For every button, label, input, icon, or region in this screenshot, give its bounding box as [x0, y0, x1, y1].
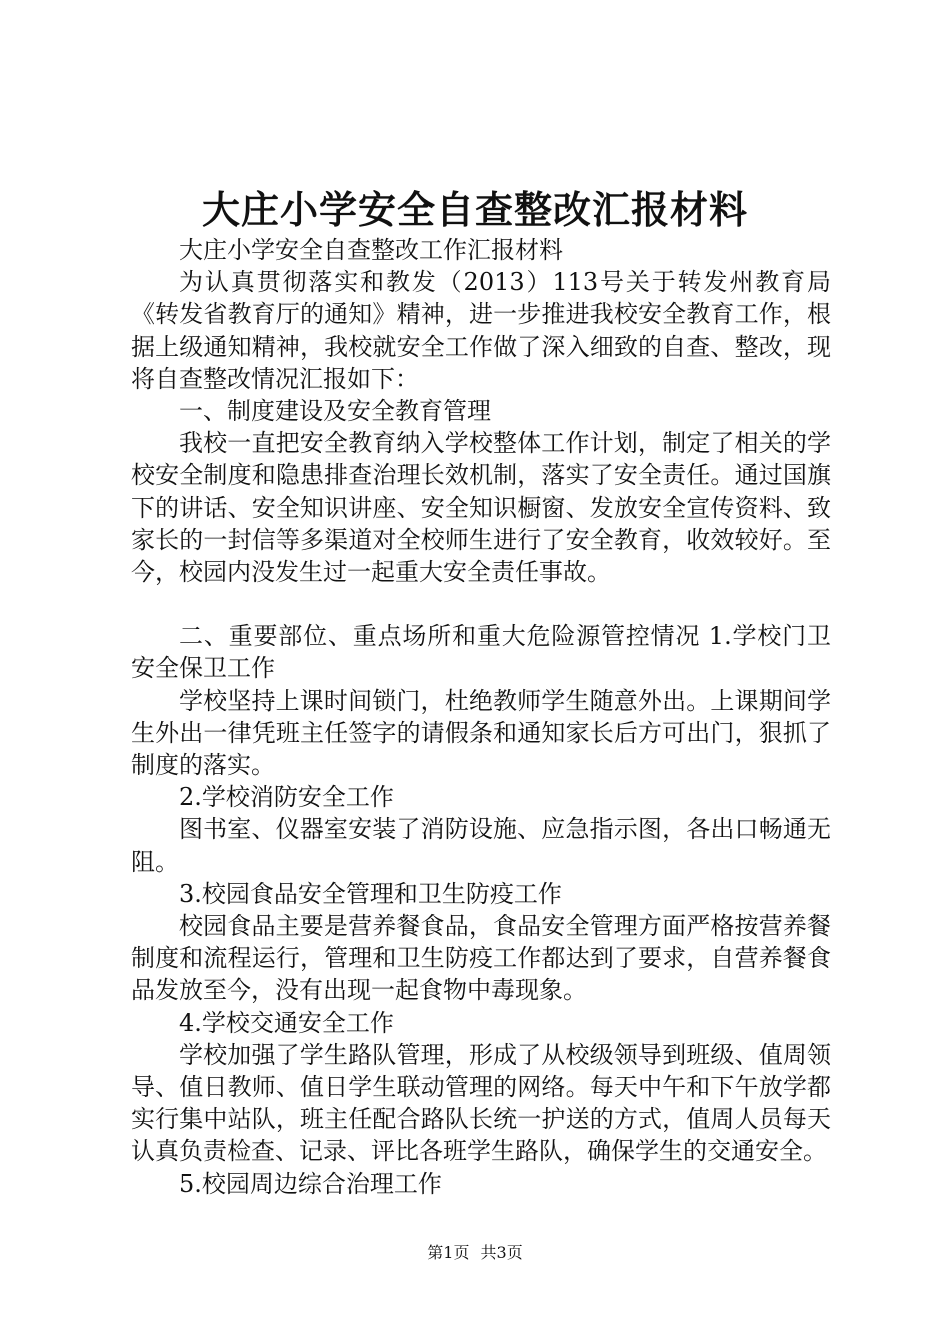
traffic-safety-paragraph: 学校加强了学生路队管理，形成了从校级领导到班级、值周领导、值日教师、值日学生联动管理的网络。每天中午和下午放学都实行集中站队，班主任配合路队长统一护送的方式，值周人员每天认真负责检查、记录、评比各班学生路队，确保学生的交通安全。	[131, 1040, 831, 1166]
subheading-fire-safety: 2.学校消防安全工作	[179, 783, 394, 812]
paragraph-gap	[131, 588, 831, 620]
subheading-traffic-safety: 4.学校交通安全工作	[179, 1008, 394, 1037]
gate-security-paragraph: 学校坚持上课时间锁门，杜绝教师学生随意外出。上课期间学生外出一律凭班主任签字的请假条和通知家长后方可出门，狠抓了制度的落实。	[131, 686, 831, 780]
subtitle-paragraph: 大庄小学安全自查整改工作汇报材料	[179, 236, 563, 264]
page-footer	[0, 1242, 950, 1264]
document-body	[131, 234, 831, 1200]
page-number: 第1页	[427, 1243, 470, 1262]
section-heading-1: 一、制度建设及安全教育管理	[179, 397, 491, 426]
subheading-food-safety: 3.校园食品安全管理和卫生防疫工作	[179, 879, 562, 908]
food-safety-paragraph: 校园食品主要是营养餐食品，食品安全管理方面严格按营养餐制度和流程运行，管理和卫生防疫工作都达到了要求，自营养餐食品发放至今，没有出现一起食物中毒现象。	[131, 912, 831, 1005]
section-1-paragraph: 我校一直把安全教育纳入学校整体工作计划，制定了相关的学校安全制度和隐患排查治理长效机制，落实了安全责任。通过国旗下的讲话、安全知识讲座、安全知识橱窗、发放安全宣传资料、致家长的一封信等多渠道对全校师生进行了安全教育，收效较好。至今，校园内没发生过一起重大安全责任事故。	[131, 429, 831, 587]
section-heading-2: 二、重要部位、重点场所和重大危险源管控情况 1.学校门卫安全保卫工作	[131, 622, 831, 683]
intro-paragraph: 为认真贯彻落实和教发（2013）113号关于转发州教育局《转发省教育厅的通知》精神，进一步推进我校安全教育工作，根据上级通知精神，我校就安全工作做了深入细致的自查、整改，现将自查整改情况汇报如下：	[131, 268, 831, 393]
fire-safety-paragraph: 图书室、仪器室安装了消防设施、应急指示图，各出口畅通无阻。	[131, 815, 831, 876]
subheading-campus-surroundings: 5.校园周边综合治理工作	[179, 1169, 442, 1198]
page-total: 共3页	[480, 1243, 523, 1262]
document-title: 大庄小学安全自查整改汇报材料	[201, 187, 748, 232]
